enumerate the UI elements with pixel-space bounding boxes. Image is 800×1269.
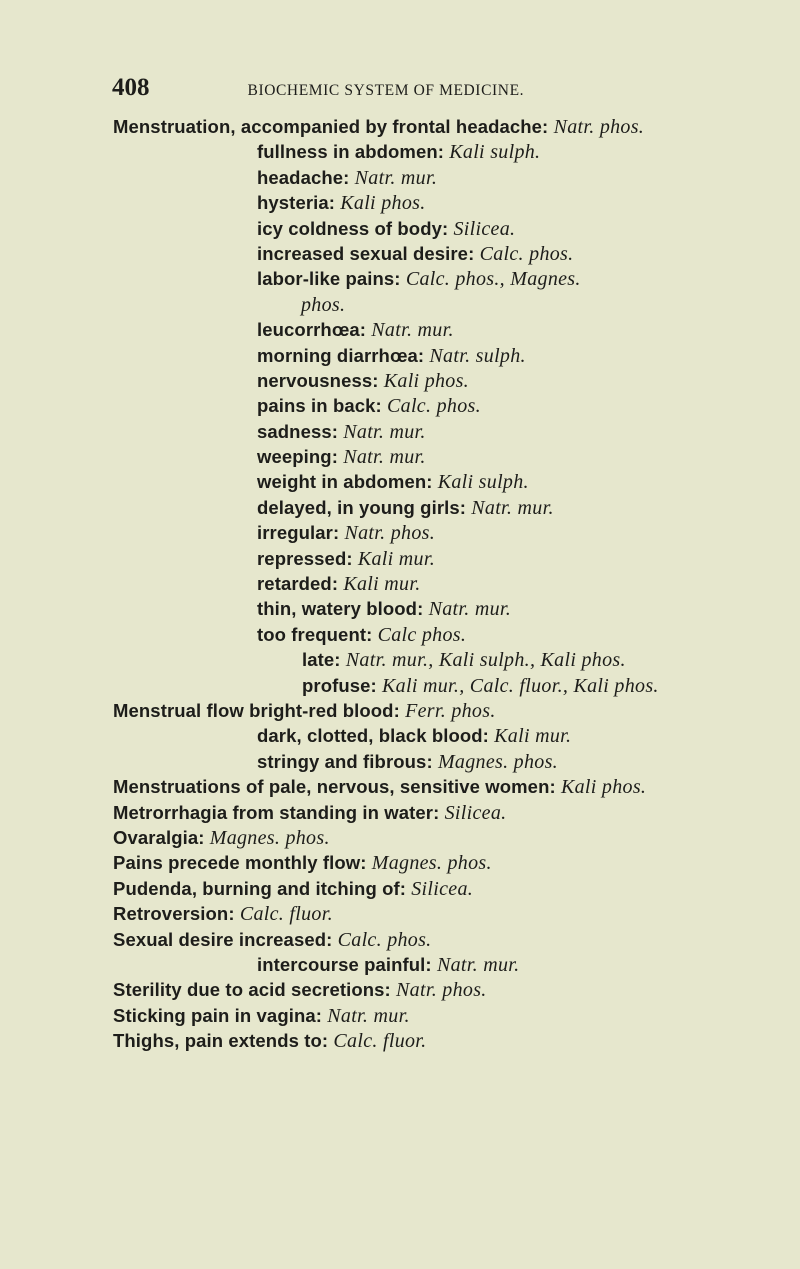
entry-remedy: Natr. sulph. bbox=[429, 344, 526, 367]
entry-term: icy coldness of body: bbox=[257, 217, 454, 239]
entry-remedy: Magnes. phos. bbox=[371, 852, 492, 875]
index-line bbox=[0, 901, 800, 926]
entry-remedy: Natr. mur. bbox=[371, 319, 454, 342]
index-line bbox=[0, 546, 800, 571]
index-line bbox=[0, 419, 800, 444]
entry-term: Pudenda, burning and itching of: bbox=[113, 877, 412, 899]
index-line bbox=[0, 698, 800, 723]
index-line bbox=[0, 723, 800, 748]
index-line bbox=[0, 825, 800, 850]
index-line bbox=[0, 1028, 800, 1053]
index-line bbox=[0, 673, 800, 698]
index-line bbox=[0, 139, 800, 164]
index-line bbox=[0, 952, 800, 977]
entry-term: Menstruation, accompanied by frontal headache: bbox=[113, 116, 554, 137]
entry-remedy: Natr. mur. bbox=[343, 420, 426, 443]
entry-term: repressed: bbox=[257, 547, 358, 569]
entry-term: pains in back: bbox=[257, 395, 388, 417]
entry-term: labor-like pains: bbox=[257, 268, 406, 290]
entry-remedy: Kali phos. bbox=[383, 369, 469, 392]
index-line bbox=[0, 444, 800, 469]
entry-remedy: phos. bbox=[301, 293, 346, 316]
index-line bbox=[0, 114, 800, 139]
entry-remedy: Calc. fluor. bbox=[333, 1030, 427, 1053]
index-line bbox=[0, 571, 800, 596]
index-line bbox=[0, 266, 800, 291]
index-line bbox=[0, 876, 800, 901]
index-line bbox=[0, 241, 800, 266]
entry-remedy: Silicea. bbox=[444, 801, 507, 824]
entry-term: sadness: bbox=[257, 420, 344, 442]
index-entries bbox=[0, 114, 800, 1053]
page-header bbox=[112, 74, 524, 102]
index-line bbox=[0, 622, 800, 647]
entry-term: thin, watery blood: bbox=[257, 598, 429, 620]
entry-remedy: Kali sulph. bbox=[437, 471, 529, 494]
entry-remedy: Natr. mur. bbox=[471, 496, 554, 519]
entry-term: Sticking pain in vagina: bbox=[113, 1004, 328, 1026]
entry-remedy: Kali sulph. bbox=[449, 141, 541, 164]
entry-term: weight in abdomen: bbox=[257, 471, 438, 493]
entry-term: delayed, in young girls: bbox=[257, 496, 472, 518]
entry-remedy: Natr. mur. bbox=[354, 166, 438, 189]
entry-remedy: Silicea. bbox=[411, 877, 474, 900]
index-line bbox=[0, 1003, 800, 1028]
entry-term: increased sexual desire: bbox=[257, 242, 480, 264]
entry-term: morning diarrhœa: bbox=[257, 344, 430, 366]
running-head: BIOCHEMIC SYSTEM OF MEDICINE. bbox=[247, 82, 525, 99]
index-line bbox=[0, 495, 800, 520]
entry-term: weeping: bbox=[257, 446, 344, 468]
entry-term: hysteria: bbox=[257, 192, 341, 214]
index-line bbox=[0, 596, 800, 621]
entry-remedy: Calc. phos. bbox=[387, 395, 481, 418]
entry-remedy: Calc. phos., Magnes. bbox=[405, 268, 581, 291]
index-line bbox=[0, 749, 800, 774]
entry-remedy: Natr. mur., Kali sulph., Kali phos. bbox=[345, 649, 626, 672]
entry-term: irregular: bbox=[257, 522, 345, 544]
entry-remedy: Kali phos. bbox=[560, 776, 647, 799]
entry-term: Pains precede monthly flow: bbox=[113, 852, 372, 874]
index-line bbox=[0, 393, 800, 418]
entry-remedy: Natr. mur. bbox=[428, 598, 512, 621]
entry-remedy: Kali phos. bbox=[340, 192, 426, 215]
index-line bbox=[0, 774, 800, 799]
entry-remedy: Natr. mur. bbox=[327, 1004, 410, 1027]
entry-term: Menstrual flow bright-red blood: bbox=[113, 699, 406, 721]
entry-term: profuse: bbox=[302, 674, 383, 696]
entry-term: Thighs, pain extends to: bbox=[113, 1030, 334, 1052]
entry-remedy: Natr. phos. bbox=[553, 116, 645, 138]
entry-term: dark, clotted, black blood: bbox=[257, 725, 495, 747]
entry-term: retarded: bbox=[257, 573, 344, 595]
index-line bbox=[0, 927, 800, 952]
entry-remedy: Calc. fluor. bbox=[239, 903, 333, 926]
entry-term: nervousness: bbox=[257, 369, 384, 391]
index-line bbox=[0, 343, 800, 368]
index-line bbox=[0, 216, 800, 241]
entry-term: Sterility due to acid secretions: bbox=[113, 979, 397, 1001]
entry-remedy: Kali mur., Calc. fluor., Kali phos. bbox=[382, 674, 659, 697]
entry-term: Ovaralgia: bbox=[113, 826, 210, 848]
entry-term: leucorrhœa: bbox=[257, 319, 372, 341]
entry-term: late: bbox=[302, 649, 346, 671]
index-line bbox=[0, 190, 800, 215]
entry-term: Metrorrhagia from standing in water: bbox=[113, 801, 445, 823]
entry-term: Menstruations of pale, nervous, sensitive women: bbox=[113, 776, 561, 798]
entry-term: intercourse painful: bbox=[257, 953, 437, 975]
entry-term: headache: bbox=[257, 166, 355, 188]
entry-term: Retroversion: bbox=[113, 903, 240, 925]
entry-remedy: Silicea. bbox=[453, 217, 516, 240]
entry-remedy: Ferr. phos. bbox=[405, 699, 496, 722]
index-line bbox=[0, 800, 800, 825]
index-line bbox=[0, 520, 800, 545]
entry-remedy: Natr. mur. bbox=[343, 446, 426, 469]
entry-remedy: Calc phos. bbox=[377, 623, 467, 646]
index-line bbox=[0, 647, 800, 672]
entry-remedy: Natr. phos. bbox=[396, 979, 487, 1002]
index-line bbox=[0, 165, 800, 190]
index-line bbox=[0, 469, 800, 494]
index-line bbox=[0, 850, 800, 875]
entry-remedy: Kali mur. bbox=[343, 573, 421, 596]
page-number: 408 bbox=[112, 74, 150, 101]
entry-remedy: Magnes. phos. bbox=[209, 826, 330, 849]
index-line bbox=[0, 368, 800, 393]
entry-term: stringy and fibrous: bbox=[257, 750, 438, 772]
entry-remedy: Calc. phos. bbox=[479, 242, 574, 265]
entry-term: too frequent: bbox=[257, 623, 378, 645]
entry-term: Sexual desire increased: bbox=[113, 928, 338, 950]
index-line bbox=[0, 317, 800, 342]
entry-remedy: Kali mur. bbox=[494, 725, 572, 748]
entry-remedy: Magnes. phos. bbox=[437, 750, 558, 773]
index-line bbox=[0, 977, 800, 1002]
entry-remedy: Natr. phos. bbox=[344, 522, 436, 545]
entry-remedy: Calc. phos. bbox=[337, 928, 432, 951]
entry-remedy: Kali mur. bbox=[357, 547, 436, 570]
entry-remedy: Natr. mur. bbox=[436, 953, 520, 976]
index-line bbox=[0, 292, 800, 317]
entry-term: fullness in abdomen: bbox=[257, 141, 450, 163]
